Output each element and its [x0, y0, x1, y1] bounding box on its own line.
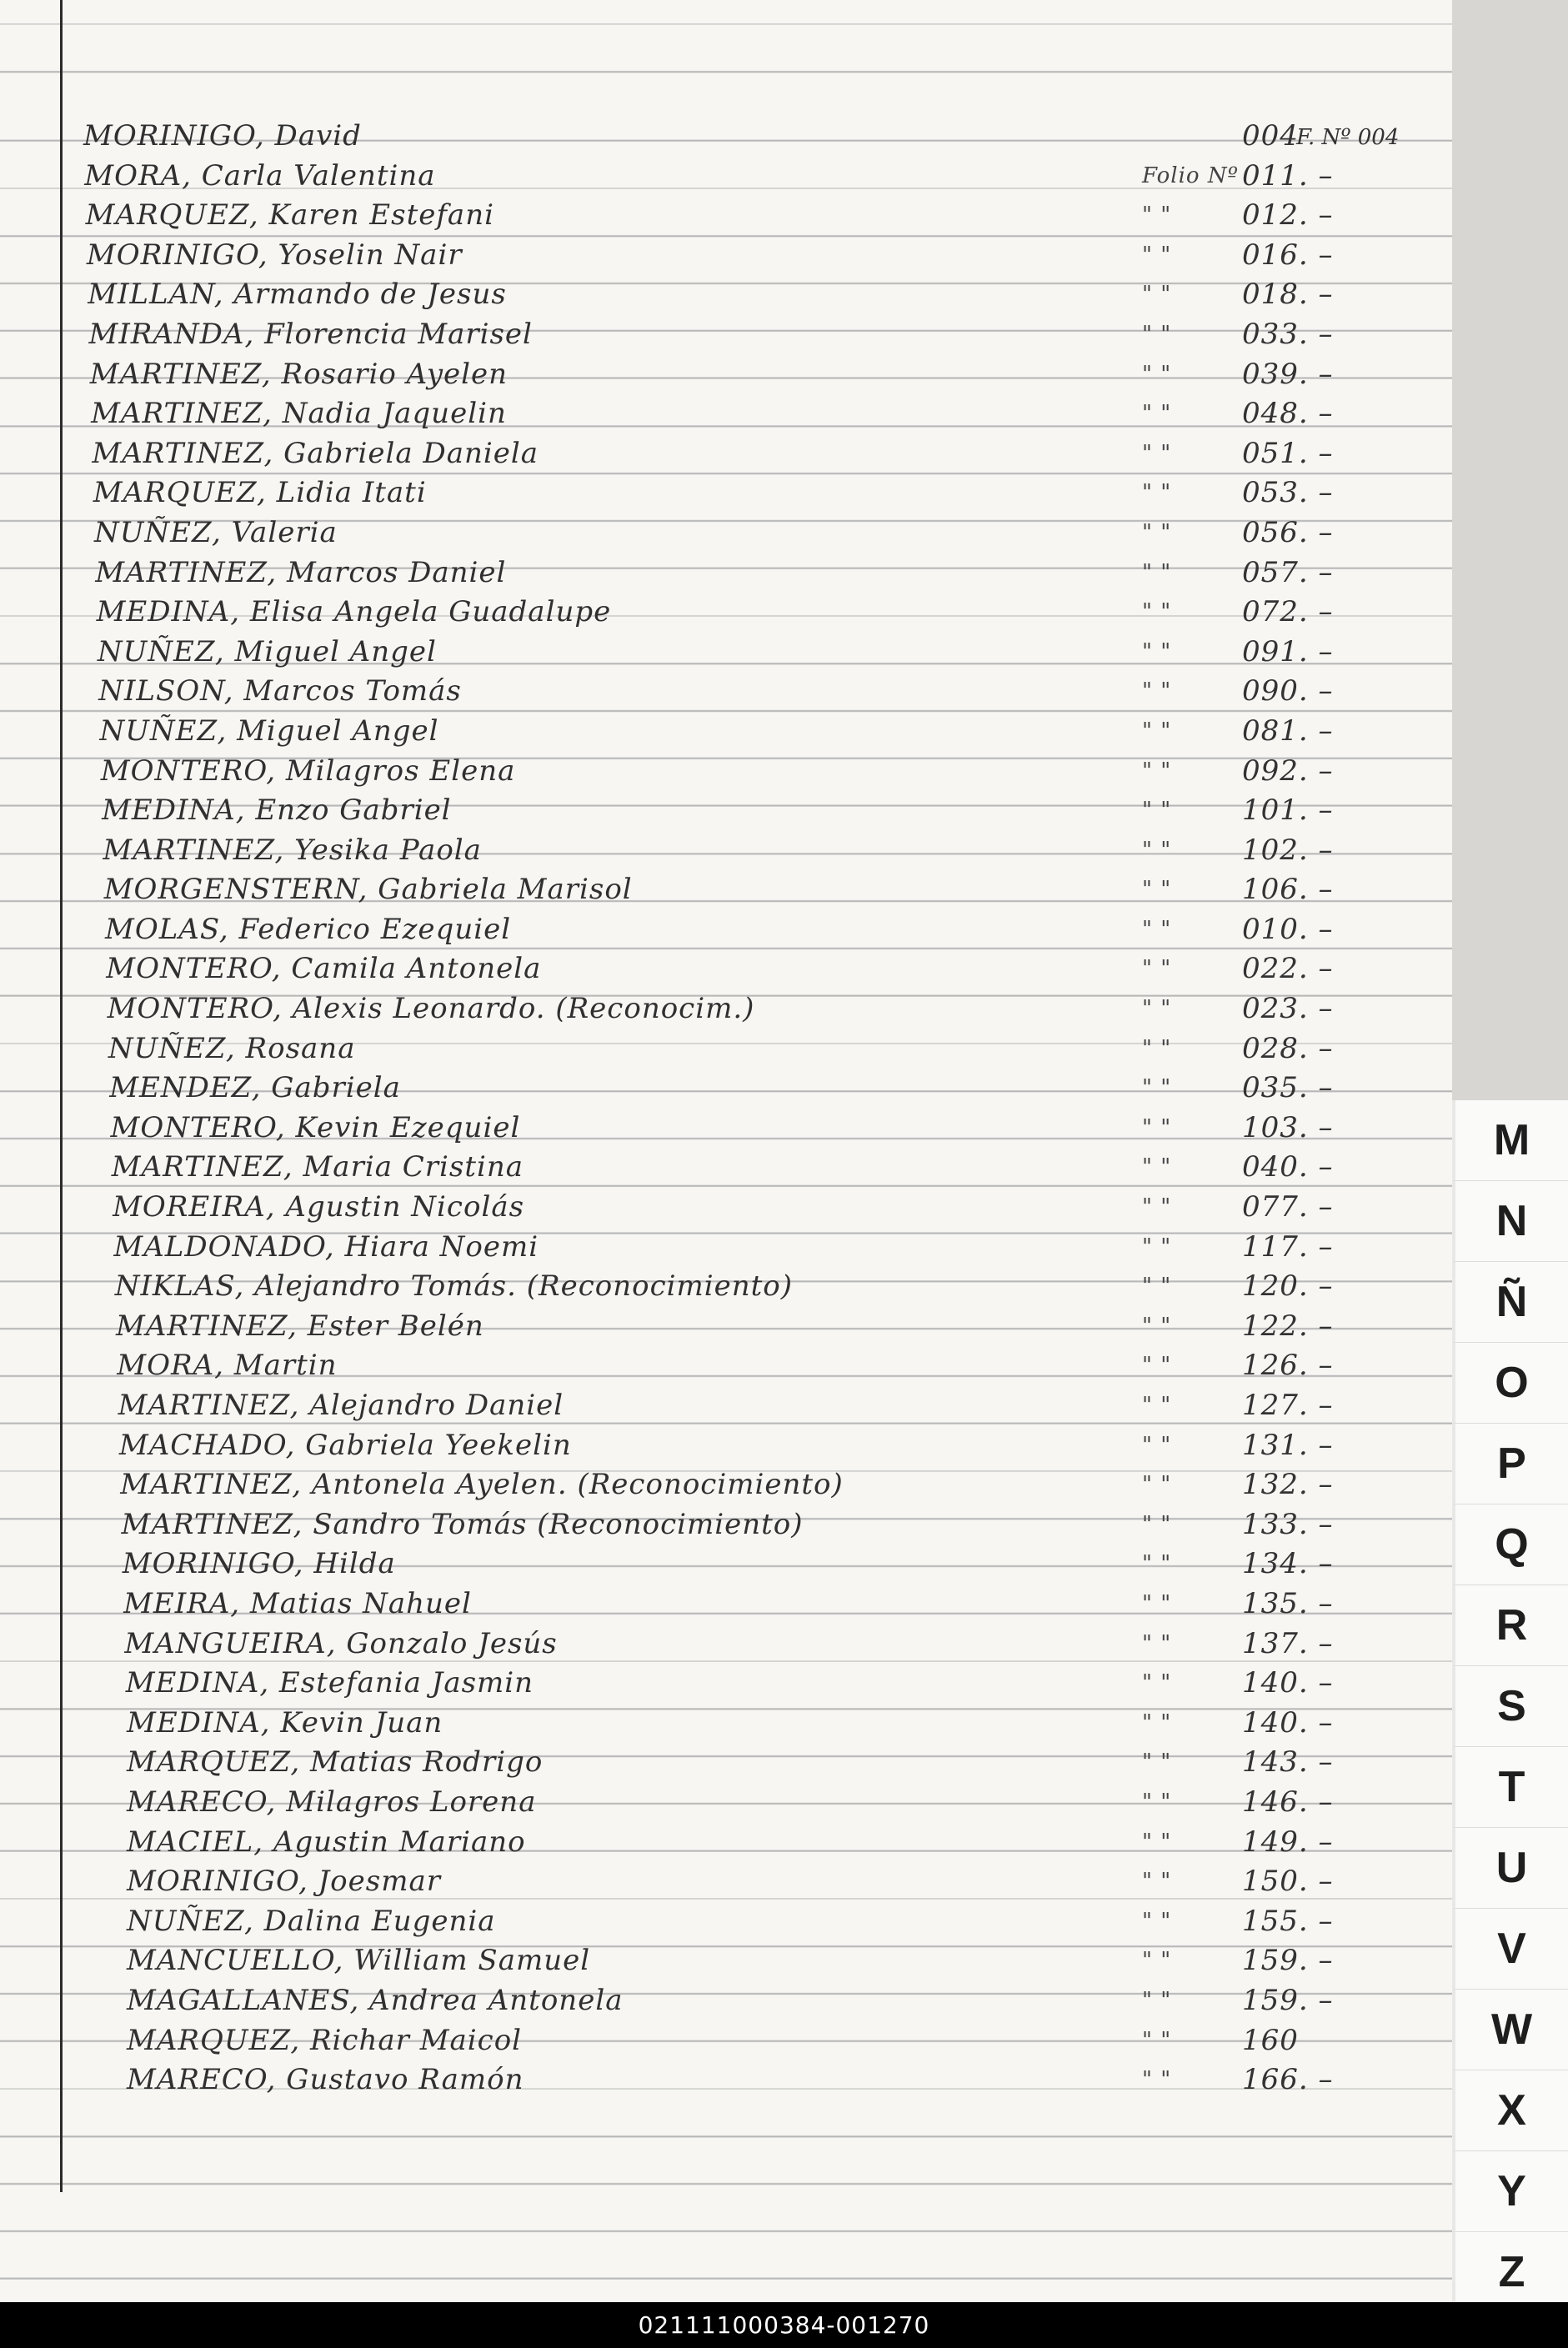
entry-name: MONTERO, Milagros Elena	[100, 753, 516, 788]
index-tab-8[interactable]: T	[1452, 1747, 1568, 1828]
index-tab-0[interactable]: M	[1452, 1100, 1568, 1181]
list-item	[83, 553, 1434, 593]
list-item	[83, 315, 1434, 355]
list-item	[83, 1823, 1434, 1863]
entry-name: MARTINEZ, Maria Cristina	[111, 1150, 524, 1184]
entry-folio: 133. –	[1242, 1507, 1334, 1541]
entry-folio: 092. –	[1242, 753, 1334, 788]
entry-name: MONTERO, Camila Antonela	[106, 952, 542, 986]
entry-name: MARQUEZ, Karen Estefani	[85, 198, 494, 233]
list-item	[83, 196, 1434, 236]
entry-folio: 146. –	[1242, 1785, 1334, 1819]
entry-name: MARTINEZ, Alejandro Daniel	[118, 1389, 564, 1422]
entry-ditto: " "	[1142, 1154, 1172, 1180]
entry-name: MIRANDA, Florencia Marisel	[88, 317, 533, 351]
entry-folio: 012. –	[1242, 198, 1334, 233]
list-item	[83, 712, 1434, 752]
list-item	[83, 2060, 1434, 2100]
entry-folio: 135. –	[1242, 1586, 1334, 1620]
entry-folio: 090. –	[1242, 674, 1334, 708]
entry-ditto: " "	[1142, 718, 1172, 743]
entry-ditto: " "	[1142, 361, 1172, 387]
entry-ditto: " "	[1142, 996, 1172, 1022]
list-item	[83, 910, 1434, 950]
entry-folio: 149. –	[1242, 1825, 1334, 1859]
entry-folio: 033. –	[1242, 317, 1334, 351]
list-item	[83, 1902, 1434, 1942]
entry-name: MARTINEZ, Rosario Ayelen	[89, 357, 508, 391]
entry-folio: 126. –	[1242, 1349, 1334, 1383]
document-id-footer: 021111000384-001270	[0, 2302, 1568, 2348]
entry-ditto: Folio Nº	[1142, 163, 1239, 188]
list-item	[83, 1704, 1434, 1744]
entry-ditto: " "	[1142, 519, 1172, 545]
entry-folio: 140. –	[1242, 1705, 1334, 1740]
entry-ditto: " "	[1142, 1313, 1172, 1339]
entry-name: MARECO, Gustavo Ramón	[127, 2063, 524, 2097]
entry-ditto: " "	[1142, 1710, 1172, 1735]
entry-ditto: " "	[1142, 2067, 1172, 2093]
entry-folio: 131. –	[1242, 1428, 1334, 1462]
entry-folio: 134. –	[1242, 1547, 1334, 1581]
entry-folio: 091. –	[1242, 634, 1334, 668]
list-item	[83, 672, 1434, 712]
entry-name: MARTINEZ, Sandro Tomás (Reconocimiento)	[121, 1507, 804, 1541]
entry-name: MORINIGO, Hilda	[122, 1547, 396, 1581]
entry-folio: 028. –	[1242, 1031, 1334, 1065]
list-item	[83, 434, 1434, 474]
entry-ditto: " "	[1142, 401, 1172, 427]
index-tab-12[interactable]: X	[1452, 2070, 1568, 2151]
entry-name: MARTINEZ, Ester Belén	[116, 1309, 484, 1343]
entry-folio: 143. –	[1242, 1745, 1334, 1780]
entry-ditto: " "	[1142, 798, 1172, 824]
entry-ditto: " "	[1142, 1194, 1172, 1220]
list-item	[83, 633, 1434, 673]
entry-name: MONTERO, Kevin Ezequiel	[110, 1110, 521, 1144]
list-item	[83, 1941, 1434, 1981]
list-item	[83, 870, 1434, 910]
alphabet-index-tabs	[1452, 1100, 1568, 2309]
entry-name: MOLAS, Federico Ezequiel	[105, 912, 512, 946]
entry-folio: 035. –	[1242, 1071, 1334, 1105]
list-item	[83, 473, 1434, 513]
entry-ditto: " "	[1142, 837, 1172, 863]
entry-ditto: " "	[1142, 321, 1172, 347]
entry-ditto: " "	[1142, 2027, 1172, 2053]
entry-ditto: " "	[1142, 282, 1172, 308]
index-tab-3[interactable]: O	[1452, 1343, 1568, 1424]
list-item	[83, 513, 1434, 553]
entry-ditto: " "	[1142, 638, 1172, 664]
list-item	[83, 1505, 1434, 1545]
entry-folio: 150. –	[1242, 1865, 1334, 1899]
entry-ditto: " "	[1142, 203, 1172, 228]
entry-ditto: " "	[1142, 1750, 1172, 1775]
list-item	[83, 1743, 1434, 1783]
list-item	[83, 236, 1434, 276]
entry-name: MARTINEZ, Yesika Paola	[103, 833, 482, 867]
list-item	[83, 752, 1434, 792]
list-item	[83, 949, 1434, 989]
entry-ditto: " "	[1142, 678, 1172, 704]
list-item	[83, 1148, 1434, 1188]
list-item	[83, 157, 1434, 197]
entry-name: NUÑEZ, Rosana	[108, 1031, 356, 1065]
list-item	[83, 1783, 1434, 1823]
entry-folio: 040. –	[1242, 1150, 1334, 1184]
entry-name: MORINIGO, Yoselin Nair	[86, 238, 463, 272]
index-tab-9[interactable]: U	[1452, 1828, 1568, 1909]
entry-folio: 004	[1242, 119, 1299, 153]
entry-ditto: " "	[1142, 1114, 1172, 1140]
entry-name: MANCUELLO, William Samuel	[127, 1944, 591, 1978]
entry-name: MORA, Martin	[117, 1349, 338, 1383]
index-tab-7[interactable]: S	[1452, 1666, 1568, 1747]
entry-ditto: " "	[1142, 1908, 1172, 1934]
list-item	[83, 593, 1434, 633]
entry-name: MARTINEZ, Marcos Daniel	[95, 555, 507, 589]
entry-name: MORINIGO, Joesmar	[127, 1865, 441, 1899]
entry-ditto: " "	[1142, 1234, 1172, 1259]
entry-folio: 159. –	[1242, 1944, 1334, 1978]
entry-folio: 101. –	[1242, 794, 1334, 828]
index-tab-5[interactable]: Q	[1452, 1504, 1568, 1585]
entry-folio: 106. –	[1242, 873, 1334, 907]
entry-ditto: " "	[1142, 1432, 1172, 1458]
list-item	[83, 1465, 1434, 1505]
entry-name: MARECO, Milagros Lorena	[127, 1785, 537, 1819]
entry-name: MORGENSTERN, Gabriela Marisol	[103, 873, 633, 907]
entry-name: MARQUEZ, Richar Maicol	[127, 2023, 523, 2057]
list-item	[83, 1981, 1434, 2021]
entry-name: MARTINEZ, Antonela Ayelen. (Reconocimiento)	[120, 1468, 844, 1502]
entry-name: MACHADO, Gabriela Yeekelin	[118, 1428, 572, 1462]
entry-name: MARTINEZ, Gabriela Daniela	[92, 436, 539, 470]
entry-name: MANGUEIRA, Gonzalo Jesús	[124, 1626, 558, 1660]
index-tab-14[interactable]: Z	[1452, 2232, 1568, 2313]
list-item	[83, 2021, 1434, 2061]
index-tab-10[interactable]: V	[1452, 1909, 1568, 1990]
entry-folio: 039. –	[1242, 357, 1334, 391]
entry-folio: 048. –	[1242, 397, 1334, 431]
entry-folio: 103. –	[1242, 1110, 1334, 1144]
entry-folio: 072. –	[1242, 595, 1334, 629]
index-tab-13[interactable]: Y	[1452, 2151, 1568, 2232]
entry-ditto: " "	[1142, 1353, 1172, 1379]
entry-name: NILSON, Marcos Tomás	[98, 674, 462, 708]
entry-folio: 132. –	[1242, 1468, 1334, 1502]
entry-ditto: " "	[1142, 1075, 1172, 1101]
entry-name: MEDINA, Enzo Gabriel	[102, 794, 452, 828]
list-item	[83, 1585, 1434, 1625]
entry-ditto: " "	[1142, 758, 1172, 784]
entry-ditto: " "	[1142, 1987, 1172, 2013]
entry-ditto: " "	[1142, 599, 1172, 625]
entry-name: MEDINA, Kevin Juan	[127, 1705, 443, 1740]
entry-name: NUÑEZ, Miguel Angel	[97, 634, 437, 668]
entry-name: MEDINA, Estefania Jasmin	[125, 1666, 534, 1700]
list-item	[83, 791, 1434, 831]
entry-ditto: " "	[1142, 1472, 1172, 1498]
entry-ditto: " "	[1142, 1590, 1172, 1616]
entry-name: MACIEL, Agustin Mariano	[127, 1825, 526, 1859]
entry-folio: 056. –	[1242, 515, 1334, 549]
entry-ditto: " "	[1142, 1274, 1172, 1299]
entry-folio: 140. –	[1242, 1666, 1334, 1700]
entry-ditto: " "	[1142, 1670, 1172, 1696]
entry-ditto: " "	[1142, 559, 1172, 585]
margin-line	[60, 0, 63, 2192]
list-item	[83, 1544, 1434, 1585]
entry-ditto: " "	[1142, 1035, 1172, 1061]
entry-folio: 137. –	[1242, 1626, 1334, 1660]
entry-name: MARQUEZ, Matias Rodrigo	[127, 1745, 544, 1780]
entry-folio: 122. –	[1242, 1309, 1334, 1343]
list-item	[83, 1426, 1434, 1466]
entry-ditto: " "	[1142, 1630, 1172, 1656]
entry-list	[83, 117, 1434, 2100]
entry-folio: 127. –	[1242, 1389, 1334, 1422]
entry-folio: 011. –	[1242, 158, 1334, 193]
list-item	[83, 1862, 1434, 1902]
list-item	[83, 1307, 1434, 1347]
list-item	[83, 1625, 1434, 1665]
list-item	[83, 394, 1434, 434]
entry-folio: 081. –	[1242, 713, 1334, 748]
entry-folio: 018. –	[1242, 278, 1334, 312]
list-item	[83, 275, 1434, 315]
entry-ditto: " "	[1142, 1948, 1172, 1974]
entry-name: MARTINEZ, Nadia Jaquelin	[91, 397, 507, 431]
list-item	[83, 1109, 1434, 1149]
index-tab-11[interactable]: W	[1452, 1990, 1568, 2070]
entry-ditto: " "	[1142, 1789, 1172, 1815]
entry-folio: 160	[1242, 2023, 1299, 2057]
entry-ditto: " "	[1142, 916, 1172, 942]
entry-folio: 016. –	[1242, 238, 1334, 272]
entry-ditto: " "	[1142, 1511, 1172, 1537]
entry-name: NUÑEZ, Valeria	[94, 515, 338, 549]
entry-ditto: " "	[1142, 1393, 1172, 1418]
list-item	[83, 1228, 1434, 1268]
entry-name: MILLAN, Armando de Jesus	[88, 278, 507, 312]
list-item	[83, 1188, 1434, 1228]
entry-name: MORA, Carla Valentina	[84, 158, 436, 193]
entry-name: MAGALLANES, Andrea Antonela	[127, 1983, 624, 2017]
entry-ditto: " "	[1142, 956, 1172, 982]
index-tab-6[interactable]: R	[1452, 1585, 1568, 1666]
list-item	[83, 1069, 1434, 1109]
entry-ditto: " "	[1142, 440, 1172, 466]
entry-folio: 022. –	[1242, 952, 1334, 986]
list-item	[83, 1386, 1434, 1426]
list-item	[83, 1664, 1434, 1704]
index-tab-2[interactable]: Ñ	[1452, 1262, 1568, 1343]
list-item	[83, 831, 1434, 871]
list-item	[83, 1029, 1434, 1069]
entry-folio: 166. –	[1242, 2063, 1334, 2097]
entry-name: MENDEZ, Gabriela	[109, 1071, 401, 1105]
entry-folio: 077. –	[1242, 1190, 1334, 1224]
entry-name: MORINIGO, David	[83, 119, 362, 153]
entry-folio: 120. –	[1242, 1269, 1334, 1304]
entry-folio: 155. –	[1242, 1904, 1334, 1938]
entry-folio: 053. –	[1242, 476, 1334, 510]
entry-name: MEDINA, Elisa Angela Guadalupe	[96, 595, 612, 629]
entry-folio: 117. –	[1242, 1229, 1334, 1264]
entry-folio: 051. –	[1242, 436, 1334, 470]
entry-ditto: " "	[1142, 1829, 1172, 1855]
index-tab-1[interactable]: N	[1452, 1181, 1568, 1262]
entry-name: MOREIRA, Agustin Nicolás	[113, 1190, 525, 1224]
list-item	[83, 989, 1434, 1029]
entry-ditto: " "	[1142, 480, 1172, 506]
entry-name: NIKLAS, Alejandro Tomás. (Reconocimiento)	[114, 1269, 794, 1304]
entry-folio: 023. –	[1242, 992, 1334, 1026]
list-item	[83, 1267, 1434, 1307]
list-item	[83, 355, 1434, 395]
entry-ditto: " "	[1142, 1869, 1172, 1895]
entry-ditto: " "	[1142, 242, 1172, 268]
list-item	[83, 1346, 1434, 1386]
entry-name: MEIRA, Matias Nahuel	[123, 1586, 472, 1620]
entry-folio: 159. –	[1242, 1983, 1334, 2017]
entry-ditto: " "	[1142, 1551, 1172, 1577]
entry-name: NUÑEZ, Dalina Eugenia	[127, 1904, 496, 1938]
entry-name: MONTERO, Alexis Leonardo. (Reconocim.)	[107, 992, 755, 1026]
list-item	[83, 117, 1434, 157]
entry-folio: 102. –	[1242, 833, 1334, 867]
entry-name: MALDONADO, Hiara Noemi	[113, 1229, 539, 1264]
entry-ditto: " "	[1142, 877, 1172, 903]
entry-folio: 057. –	[1242, 555, 1334, 589]
entry-folio: 010. –	[1242, 912, 1334, 946]
index-tab-4[interactable]: P	[1452, 1424, 1568, 1504]
entry-name: MARQUEZ, Lidia Itati	[93, 476, 427, 510]
folio-header: F. Nº 004	[1296, 125, 1400, 150]
entry-name: NUÑEZ, Miguel Angel	[99, 713, 439, 748]
